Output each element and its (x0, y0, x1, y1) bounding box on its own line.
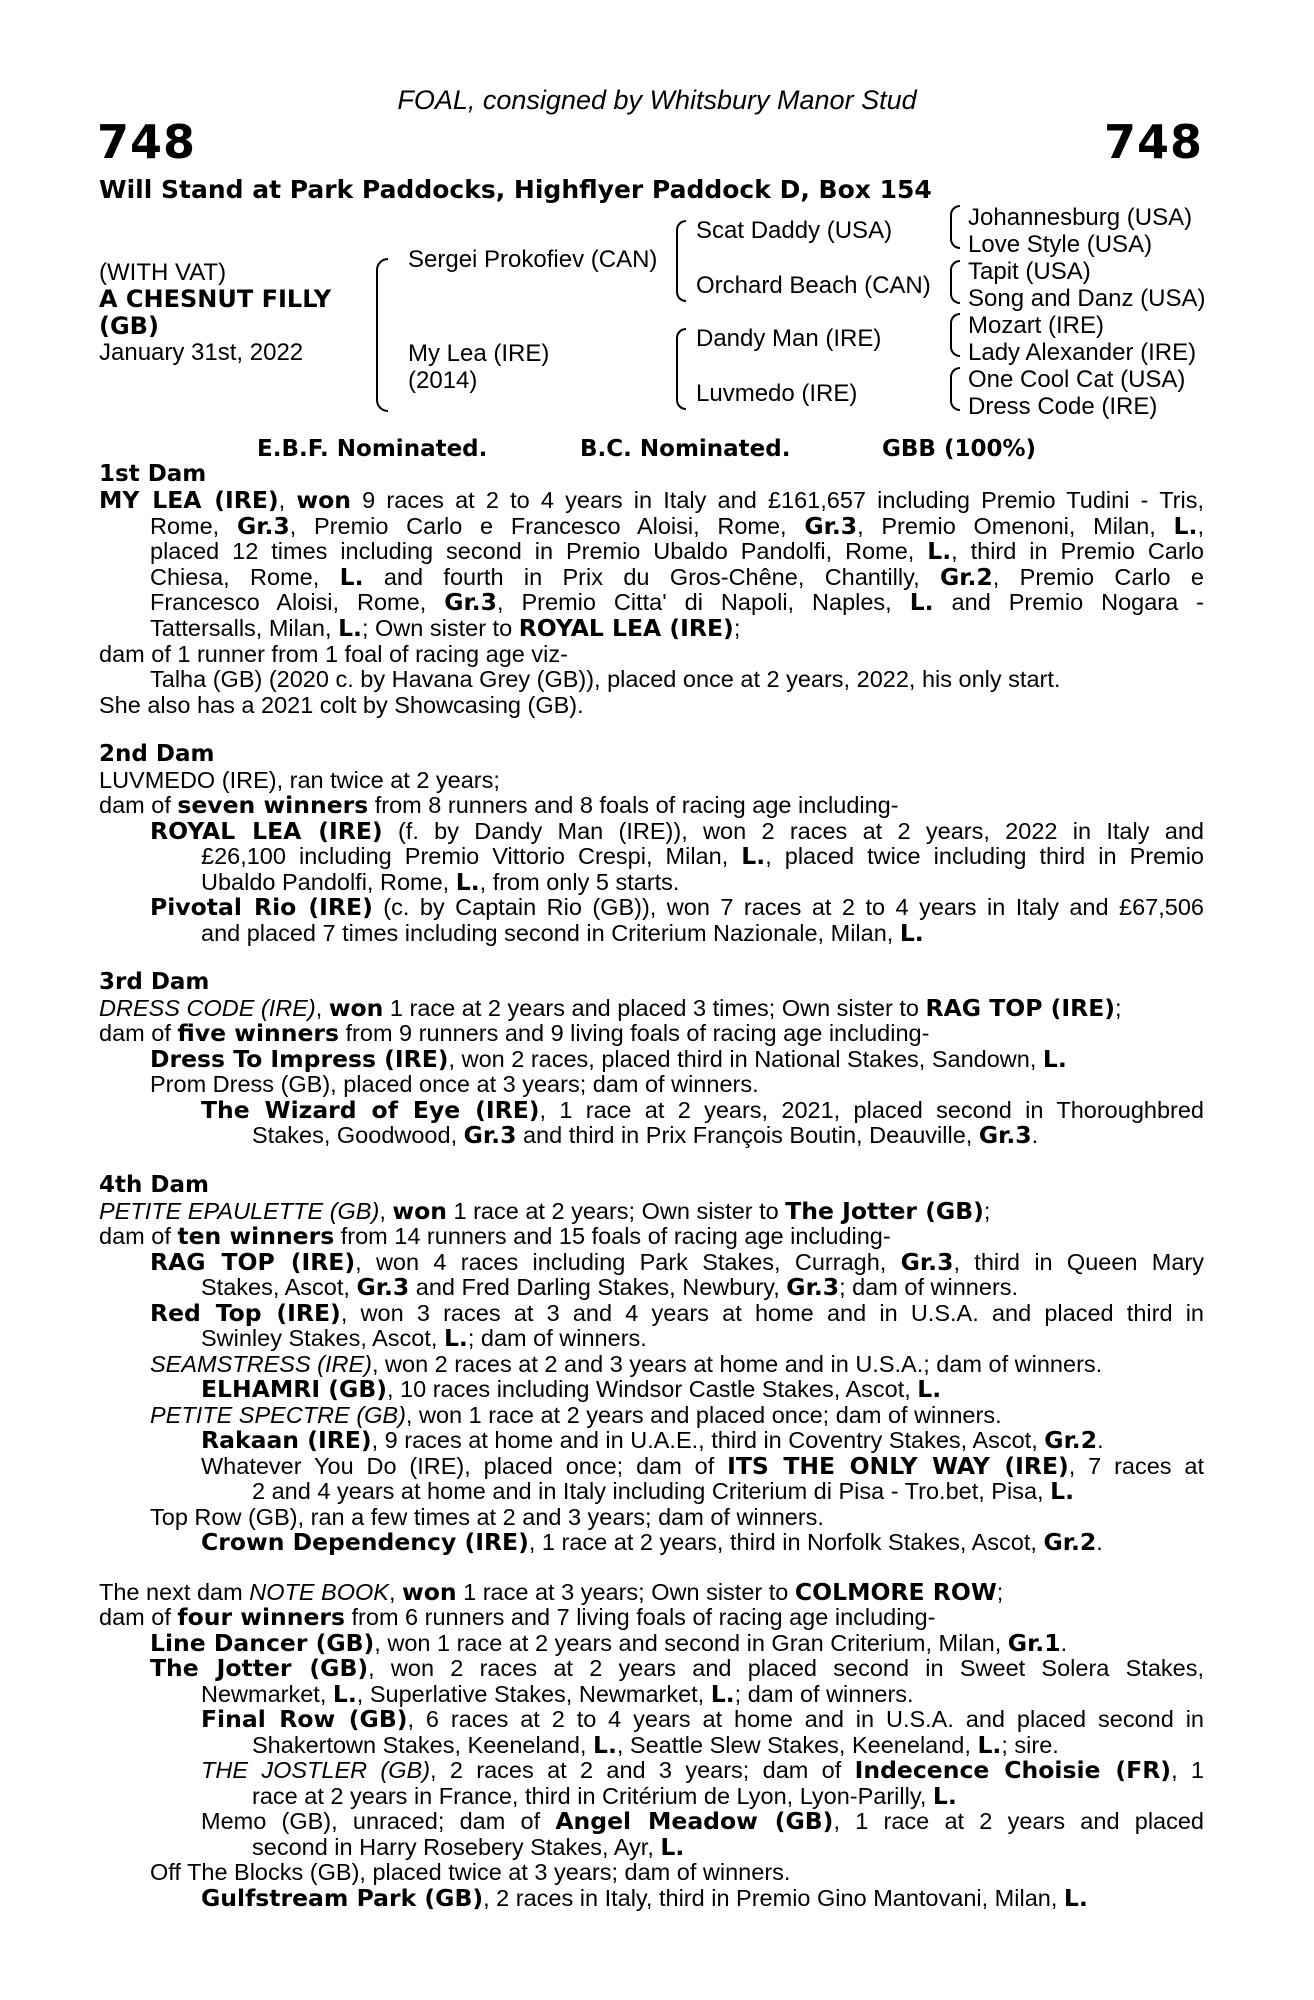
ggp-2: Love Style (USA) (968, 231, 1153, 258)
third-dam-line: The Wizard of Eye (IRE), 1 race at 2 years, 2021, placed second in Thoroughbred (201, 1096, 1204, 1124)
fifth-dam-line: Line Dancer (GB), won 1 race at 2 years and second in Gran Criterium, Milan, Gr.1. (150, 1629, 1068, 1657)
dam-brace (676, 328, 686, 410)
horse-dob: January 31st, 2022 (99, 339, 304, 366)
fourth-dam-line: Stakes, Ascot, Gr.3 and Fred Darling Stakes, Newbury, Gr.3; dam of winners. (201, 1273, 1019, 1301)
bc-nomination: B.C. Nominated. (580, 436, 791, 462)
second-dam-line: LUVMEDO (IRE), ran twice at 2 years; (99, 767, 500, 793)
fifth-dam-line: The Jotter (GB), won 2 races at 2 years and placed second in Sweet Solera Stakes, (150, 1654, 1204, 1682)
first-dam-line: Francesco Aloisi, Rome, Gr.3, Premio Citta' di Napoli, Naples, L. and Premio Nogara - (150, 588, 1204, 616)
ggp-8: Dress Code (IRE) (968, 393, 1158, 420)
first-dam-line: She also has a 2021 colt by Showcasing (GB). (99, 692, 584, 718)
third-dam-line: Stakes, Goodwood, Gr.3 and third in Prix François Boutin, Deauville, Gr.3. (252, 1121, 1039, 1149)
first-dam-line: Chiesa, Rome, L. and fourth in Prix du Gros-Chêne, Chantilly, Gr.2, Premio Carlo e (150, 563, 1205, 591)
sire-sire: Scat Daddy (USA) (696, 217, 893, 244)
first-dam-line: placed 12 times including second in Premio Ubaldo Pandolfi, Rome, L., third in Premio Carlo (150, 537, 1204, 565)
second-dam-line: and placed 7 times including second in Criterium Nazionale, Milan, L. (201, 919, 924, 947)
fifth-dam-line: second in Harry Rosebery Stakes, Ayr, L. (252, 1833, 685, 1861)
third-dam-line: Dress To Impress (IRE), won 2 races, placed third in National Stakes, Sandown, L. (150, 1045, 1067, 1073)
lot-number-right: 748 (1103, 115, 1203, 169)
fifth-dam-line: Newmarket, L., Superlative Stakes, Newmarket, L.; dam of winners. (201, 1680, 914, 1708)
horse-name: A CHESNUT FILLY (99, 285, 332, 313)
ggp-3: Tapit (USA) (968, 258, 1091, 285)
third-dam-line: Prom Dress (GB), placed once at 3 years; dam of winners. (150, 1071, 759, 1097)
fourth-dam-line: dam of ten winners from 14 runners and 15 foals of racing age including- (99, 1222, 891, 1250)
fifth-dam-line: dam of four winners from 6 runners and 7 living foals of racing age including- (99, 1603, 936, 1631)
consignment-line: FOAL, consigned by Whitsbury Manor Stud (397, 85, 917, 115)
fourth-dam-line: Top Row (GB), ran a few times at 2 and 3 years; dam of winners. (150, 1504, 824, 1530)
fifth-dam-line: Off The Blocks (GB), placed twice at 3 years; dam of winners. (150, 1859, 791, 1885)
fourth-dam-line: Red Top (IRE), won 3 races at 3 and 4 years at home and in U.S.A. and placed third in (150, 1299, 1204, 1327)
first-dam-line: MY LEA (IRE), won 9 races at 2 to 4 years in Italy and £161,657 including Premio Tudini - Tris, (99, 486, 1205, 514)
ebf-nomination: E.B.F. Nominated. (257, 436, 488, 462)
fifth-dam-line: Gulfstream Park (GB), 2 races in Italy, third in Premio Gino Mantovani, Milan, L. (201, 1884, 1088, 1912)
vat-note: (WITH VAT) (99, 259, 227, 286)
sire-brace (676, 220, 686, 302)
first-dam-line: Tattersalls, Milan, L.; Own sister to ROYAL LEA (IRE); (150, 614, 741, 642)
sire-dam: Orchard Beach (CAN) (696, 272, 931, 299)
first-dam-line: Talha (GB) (2020 c. by Havana Grey (GB)), placed once at 2 years, 2022, his only start. (150, 666, 1061, 692)
fifth-dam-line: race at 2 years in France, third in Critérium de Lyon, Lyon-Parilly, L. (252, 1782, 957, 1810)
second-dam-line: Pivotal Rio (IRE) (c. by Captain Rio (GB)), won 7 races at 2 to 4 years in Italy and £67,506 (150, 893, 1204, 921)
fourth-dam-heading: 4th Dam (99, 1172, 209, 1198)
fourth-dam-line: PETITE EPAULETTE (GB), won 1 race at 2 years; Own sister to The Jotter (GB); (99, 1197, 991, 1225)
fifth-dam-line: THE JOSTLER (GB), 2 races at 2 and 3 years; dam of Indecence Choisie (FR), 1 (201, 1756, 1204, 1784)
ggp-brace-3 (950, 313, 960, 357)
main-brace (376, 258, 388, 412)
third-dam-line: DRESS CODE (IRE), won 1 race at 2 years and placed 3 times; Own sister to RAG TOP (IRE); (99, 994, 1122, 1022)
ggp-brace-4 (950, 367, 960, 411)
ggp-5: Mozart (IRE) (968, 312, 1105, 339)
second-dam-line: dam of seven winners from 8 runners and 8 foals of racing age including- (99, 791, 899, 819)
fourth-dam-line: PETITE SPECTRE (GB), won 1 race at 2 years and placed once; dam of winners. (150, 1402, 1002, 1428)
fifth-dam-line: The next dam NOTE BOOK, won 1 race at 3 years; Own sister to COLMORE ROW; (99, 1578, 1004, 1606)
ggp-brace-2 (950, 260, 960, 304)
fourth-dam-line: 2 and 4 years at home and in Italy including Criterium di Pisa - Tro.bet, Pisa, L. (252, 1477, 1074, 1505)
fifth-dam-line: Final Row (GB), 6 races at 2 to 4 years at home and in U.S.A. and placed second in (201, 1705, 1204, 1733)
horse-country: (GB) (99, 312, 159, 340)
second-dam-line: ROYAL LEA (IRE) (f. by Dandy Man (IRE)), won 2 races at 2 years, 2022 in Italy and (150, 817, 1204, 845)
third-dam-line: dam of five winners from 9 runners and 9 living foals of racing age including- (99, 1019, 930, 1047)
ggp-brace-1 (950, 205, 960, 249)
lot-number-left: 748 (97, 115, 197, 169)
first-dam-heading: 1st Dam (99, 461, 207, 487)
fourth-dam-line: Rakaan (IRE), 9 races at home and in U.A.E., third in Coventry Stakes, Ascot, Gr.2. (201, 1426, 1104, 1454)
fourth-dam-line: ELHAMRI (GB), 10 races including Windsor Castle Stakes, Ascot, L. (201, 1375, 942, 1403)
first-dam-line: dam of 1 runner from 1 foal of racing age viz- (99, 641, 568, 667)
dam-year: (2014) (408, 367, 478, 394)
second-dam-line: £26,100 including Premio Vittorio Crespi, Milan, L., placed twice including third in Premio (201, 842, 1204, 870)
sire: Sergei Prokofiev (CAN) (408, 246, 658, 273)
gbb-status: GBB (100%) (882, 436, 1037, 462)
fourth-dam-line: Whatever You Do (IRE), placed once; dam of ITS THE ONLY WAY (IRE), 7 races at (201, 1452, 1204, 1480)
stand-location: Will Stand at Park Paddocks, Highflyer Paddock D, Box 154 (99, 175, 932, 204)
fifth-dam-line: Memo (GB), unraced; dam of Angel Meadow (GB), 1 race at 2 years and placed (201, 1807, 1204, 1835)
fourth-dam-line: Swinley Stakes, Ascot, L.; dam of winners. (201, 1324, 647, 1352)
dam-dam: Luvmedo (IRE) (696, 380, 858, 407)
fourth-dam-line: Crown Dependency (IRE), 1 race at 2 years, third in Norfolk Stakes, Ascot, Gr.2. (201, 1528, 1103, 1556)
dam: My Lea (IRE) (408, 340, 550, 367)
ggp-1: Johannesburg (USA) (968, 204, 1193, 231)
fourth-dam-line: SEAMSTRESS (IRE), won 2 races at 2 and 3 years at home and in U.S.A.; dam of winners. (150, 1351, 1103, 1377)
first-dam-line: Rome, Gr.3, Premio Carlo e Francesco Aloisi, Rome, Gr.3, Premio Omenoni, Milan, L., (150, 512, 1204, 540)
ggp-6: Lady Alexander (IRE) (968, 339, 1197, 366)
fourth-dam-line: RAG TOP (IRE), won 4 races including Park Stakes, Curragh, Gr.3, third in Queen Mary (150, 1248, 1204, 1276)
ggp-4: Song and Danz (USA) (968, 285, 1206, 312)
second-dam-line: Ubaldo Pandolfi, Rome, L., from only 5 starts. (201, 868, 680, 896)
second-dam-heading: 2nd Dam (99, 741, 215, 767)
ggp-7: One Cool Cat (USA) (968, 366, 1186, 393)
dam-sire: Dandy Man (IRE) (696, 325, 882, 352)
fifth-dam-line: Shakertown Stakes, Keeneland, L., Seattle Slew Stakes, Keeneland, L.; sire. (252, 1731, 1059, 1759)
third-dam-heading: 3rd Dam (99, 969, 210, 995)
